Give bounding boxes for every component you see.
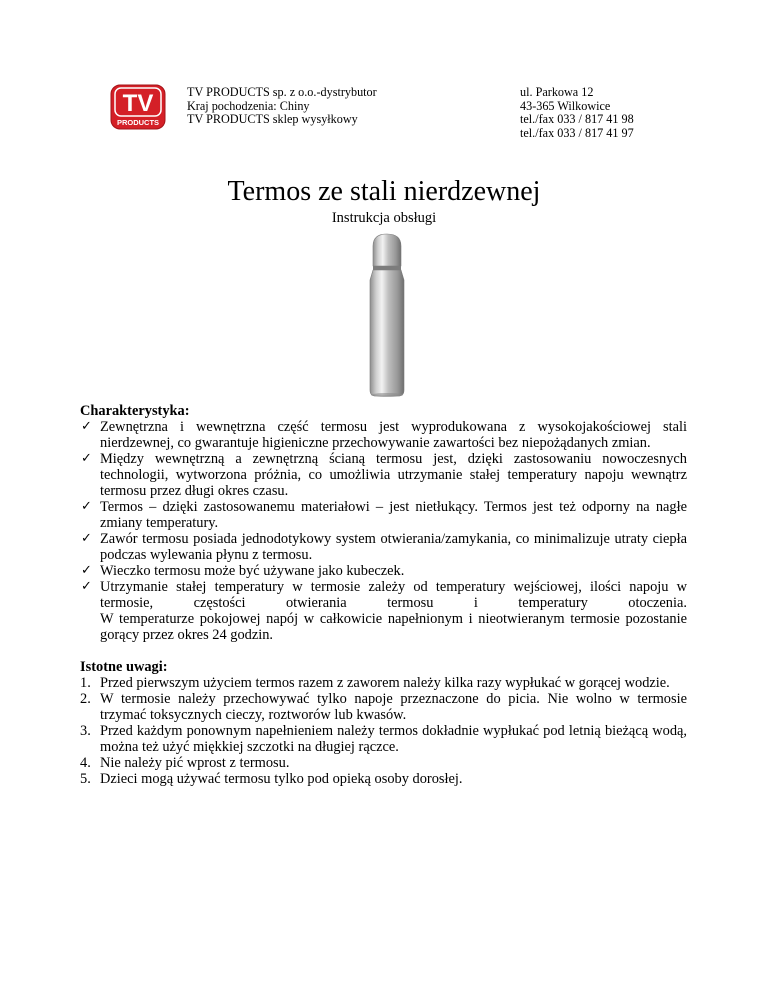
- postal-city: 43-365 Wilkowice: [520, 98, 611, 113]
- list-item: 5. Dzieci mogą używać termosu tylko pod opieką osoby dorosłej.: [80, 771, 463, 787]
- list-item: 4. Nie należy pić wprost z termosu.: [80, 755, 290, 771]
- company-info: [187, 86, 377, 127]
- checkmark-icon: ✓: [81, 563, 92, 578]
- thermos-image: [364, 232, 410, 398]
- list-item: ✓ Zawór termosu posiada jednodotykowy system otwierania/zamykania, co minimalizuje utraty ciepła podczas wylewania płynu z termosu.: [81, 531, 687, 563]
- svg-text:PRODUCTS: PRODUCTS: [116, 118, 160, 127]
- phone-fax-2: tel./fax 033 / 817 41 97: [520, 125, 634, 140]
- list-item: 3. Przed każdym ponownym napełnieniem należy termos dokładnie wypłukać pod letnią bieżącą wodą, można też użyć miękkiej szczotki na długiej rączce.: [80, 723, 687, 755]
- list-item: ✓ Między wewnętrzną a zewnętrzną ścianą termosu jest, dzięki zastosowaniu nowoczesnych technologii, wytworzona próżnia, co umożliwia utrzymanie stałej temperatury napoju wewnątrz termosu przez długi okres czasu.: [81, 451, 687, 499]
- company-address: [520, 86, 634, 140]
- checkmark-icon: ✓: [81, 499, 92, 514]
- company-name: TV PRODUCTS sp. z o.o.-dystrybutor: [187, 85, 377, 99]
- list-item: ✓ Termos – dzięki zastosowanemu materiałowi – jest nietłukący. Termos jest też odporny na nagłe zmiany temperatury.: [81, 499, 687, 531]
- features-heading: Charakterystyka:: [80, 403, 190, 419]
- list-item: 2. W termosie należy przechowywać tylko napoje przeznaczone do picia. Nie wolno w termosie trzymać toksycznych cieczy, roztworów lub kwasów.: [80, 691, 687, 723]
- phone-fax-1: tel./fax 033 / 817 41 98: [520, 112, 634, 127]
- checkmark-icon: ✓: [81, 419, 92, 434]
- page-title: Termos ze stali nierdzewnej: [227, 176, 541, 207]
- country-of-origin: Kraj pochodzenia: Chiny: [187, 98, 310, 113]
- list-item: ✓ Utrzymanie stałej temperatury w termosie zależy od temperatury wejściowej, ilości napoju w termosie, częstości otwierania termosu i temperatury otoczenia. W temperaturze pokojowej napój w całkowicie napełnionym i nieotwieranym termosie pozostanie gorący przez okres 24 godzin.: [81, 579, 687, 643]
- tv-products-logo: [110, 84, 166, 130]
- list-item: ✓ Zewnętrzna i wewnętrzna część termosu jest wyprodukowana z wysokojakościowej stali nierdzewnej, co gwarantuje higieniczne przechowywanie zawartości bez niepożądanych zmian.: [81, 419, 687, 451]
- list-item: ✓ Wieczko termosu może być używane jako kubeczek.: [81, 563, 405, 579]
- list-item: 1. Przed pierwszym użyciem termos razem z zaworem należy kilka razy wypłukać w gorącej wodzie.: [80, 675, 670, 691]
- document-body: [80, 403, 687, 787]
- page-subtitle: Instrukcja obsługi: [331, 210, 437, 226]
- notes-list: [80, 675, 687, 787]
- checkmark-icon: ✓: [81, 531, 92, 546]
- checkmark-icon: ✓: [81, 451, 92, 466]
- features-list: [80, 419, 687, 643]
- shop-name: TV PRODUCTS sklep wysyłkowy: [187, 112, 358, 127]
- notes-heading: Istotne uwagi:: [80, 659, 168, 675]
- svg-text:TV: TV: [122, 90, 154, 117]
- checkmark-icon: ✓: [81, 579, 92, 594]
- street: ul. Parkowa 12: [520, 85, 594, 99]
